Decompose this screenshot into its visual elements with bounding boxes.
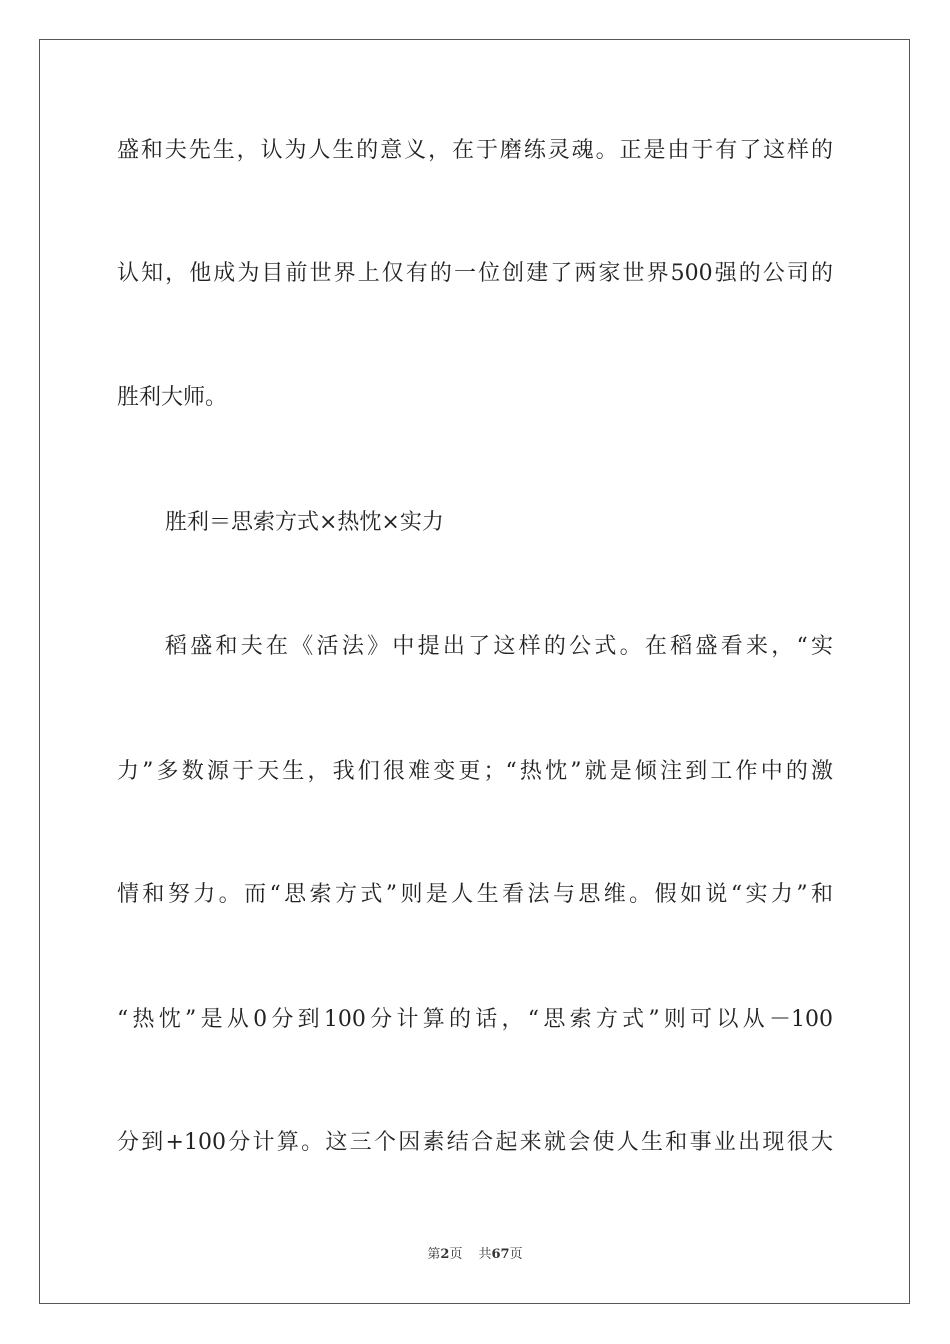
page-border	[39, 39, 910, 1304]
text-line-6: 力”多数源于天生，我们很难变更；“热忱”就是倾注到工作中的激	[117, 759, 833, 784]
text-line-1: 盛和夫先生，认为人生的意义，在于磨练灵魂。正是由于有了这样的	[117, 138, 833, 163]
text-line-7: 情和努力。而“思索方式”则是人生看法与思维。假如说“实力”和	[117, 882, 833, 907]
footer-total-suffix: 页	[509, 1247, 523, 1262]
text-line-5: 稻盛和夫在《活法》中提出了这样的公式。在稻盛看来，“实	[165, 634, 833, 659]
text-line-2: 认知，他成为目前世界上仅有的一位创建了两家世界500强的公司的	[117, 261, 833, 286]
footer-total-pages: 67	[491, 1247, 510, 1262]
text-line-9: 分到+100分计算。这三个因素结合起来就会使人生和事业出现很大	[117, 1130, 833, 1155]
footer-page-prefix: 第	[427, 1247, 441, 1262]
text-line-3: 胜利大师。	[117, 385, 228, 410]
footer-total-prefix: 共	[478, 1247, 492, 1262]
footer-page-suffix: 页	[449, 1247, 463, 1262]
page-footer	[0, 1246, 950, 1264]
footer-page-number: 2	[440, 1247, 450, 1262]
text-line-8: “热忱”是从0分到100分计算的话，“思索方式”则可以从－100	[117, 1007, 833, 1032]
formula-line: 胜利＝思索方式×热忱×实力	[165, 510, 444, 535]
